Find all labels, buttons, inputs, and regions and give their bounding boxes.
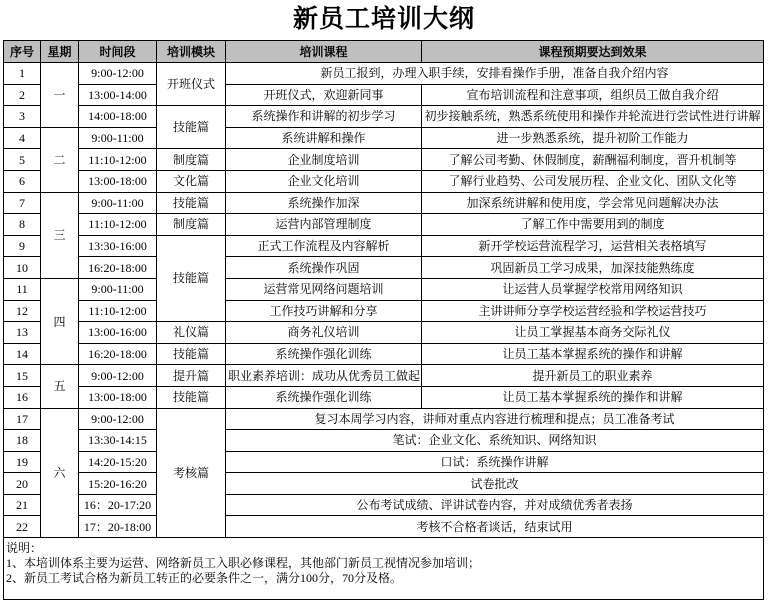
table-row (4, 149, 764, 171)
table-row (4, 127, 764, 149)
course-cell: 开班仪式，欢迎新同事 (226, 84, 422, 106)
header-weekday: 星期 (41, 41, 79, 63)
table-row (4, 408, 764, 430)
time-slot: 9:00-11:00 (79, 192, 157, 214)
effect-cell: 新开学校运营流程学习，运营相关表格填写 (422, 235, 764, 257)
row-number: 7 (4, 192, 41, 214)
time-slot: 13:00-14:00 (79, 84, 157, 106)
row-number: 1 (4, 63, 41, 85)
time-slot: 9:00-11:00 (79, 127, 157, 149)
table-header-row (4, 41, 764, 63)
time-slot: 9:00-12:00 (79, 408, 157, 430)
module-cell: 技能篇 (157, 192, 226, 214)
table-row (4, 106, 764, 128)
row-number: 8 (4, 214, 41, 236)
time-slot: 14:00-18:00 (79, 106, 157, 128)
row-number: 21 (4, 494, 41, 516)
time-slot: 17：20-18:00 (79, 516, 157, 538)
time-slot: 16：20-17:20 (79, 494, 157, 516)
effect-cell: 让运营人员掌握学校常用网络知识 (422, 278, 764, 300)
table-row (4, 322, 764, 344)
course-cell: 系统操作强化训练 (226, 386, 422, 408)
table-row (4, 473, 764, 495)
row-number: 15 (4, 365, 41, 387)
time-slot: 16:20-18:00 (79, 257, 157, 279)
weekday-cell: 二 (41, 127, 79, 192)
merged-content-cell: 新员工报到，办理入职手续，安排看操作手册，准备自我介绍内容 (226, 63, 764, 85)
time-slot: 11:10-12:00 (79, 214, 157, 236)
effect-cell: 让员工掌握基本商务交际礼仪 (422, 322, 764, 344)
row-number: 5 (4, 149, 41, 171)
table-row (4, 300, 764, 322)
course-cell: 系统操作巩固 (226, 257, 422, 279)
row-number: 12 (4, 300, 41, 322)
row-number: 14 (4, 343, 41, 365)
note-item: 1、本培训体系主要为运营、网络新员工入职必修课程，其他部门新员工视情况参加培训； (6, 556, 481, 571)
effect-cell: 了解工作中需要用到的制度 (422, 214, 764, 236)
effect-cell: 进一步熟悉系统，提升初阶工作能力 (422, 127, 764, 149)
row-number: 18 (4, 430, 41, 452)
row-number: 11 (4, 278, 41, 300)
weekday-cell: 六 (41, 408, 79, 538)
time-slot: 9:00-11:00 (79, 278, 157, 300)
merged-content-cell: 公布考试成绩、评讲试卷内容，并对成绩优秀者表扬 (226, 494, 764, 516)
merged-content-cell: 复习本周学习内容，讲师对重点内容进行梳理和提点；员工准备考试 (226, 408, 764, 430)
time-slot: 14:20-15:20 (79, 451, 157, 473)
module-cell: 制度篇 (157, 149, 226, 171)
course-cell: 职业素养培训：成功从优秀员工做起 (226, 365, 422, 387)
time-slot: 9:00-12:00 (79, 365, 157, 387)
merged-content-cell: 笔试：企业文化、系统知识、网络知识 (226, 430, 764, 452)
course-cell: 工作技巧讲解和分享 (226, 300, 422, 322)
module-cell: 技能篇 (157, 386, 226, 408)
course-cell: 商务礼仪培训 (226, 322, 422, 344)
effect-cell: 宣布培训流程和注意事项，组织员工做自我介绍 (422, 84, 764, 106)
time-slot: 15:20-16:20 (79, 473, 157, 495)
weekday-cell: 四 (41, 278, 79, 364)
header-number: 序号 (4, 41, 41, 63)
row-number: 22 (4, 516, 41, 538)
course-cell: 系统操作强化训练 (226, 343, 422, 365)
row-number: 16 (4, 386, 41, 408)
row-number: 9 (4, 235, 41, 257)
effect-cell: 加深系统讲解和使用度，学会常见问题解决办法 (422, 192, 764, 214)
row-number: 3 (4, 106, 41, 128)
header-module: 培训模块 (157, 41, 226, 63)
table-row (4, 170, 764, 192)
table-row (4, 494, 764, 516)
weekday-cell: 一 (41, 63, 79, 128)
course-cell: 系统操作和讲解的初步学习 (226, 106, 422, 128)
page-title: 新员工培训大纲 (292, 6, 475, 33)
course-cell: 系统操作加深 (226, 192, 422, 214)
time-slot: 13:30-16:00 (79, 235, 157, 257)
header-expected-effect: 课程预期要达到效果 (422, 41, 764, 63)
effect-cell: 了解行业趋势、公司发展历程、企业文化、团队文化等 (422, 170, 764, 192)
module-cell: 技能篇 (157, 235, 226, 321)
table-row (4, 343, 764, 365)
table-row (4, 386, 764, 408)
training-outline-table (3, 40, 764, 600)
table-row (4, 84, 764, 106)
table-row (4, 451, 764, 473)
effect-cell: 初步接触系统，熟悉系统使用和操作并轮流进行尝试性进行讲解 (422, 106, 764, 128)
course-cell: 系统讲解和操作 (226, 127, 422, 149)
effect-cell: 主讲讲师分享学校运营经验和学校运营技巧 (422, 300, 764, 322)
row-number: 6 (4, 170, 41, 192)
notes-row (4, 538, 764, 600)
module-cell: 技能篇 (157, 106, 226, 149)
module-cell: 制度篇 (157, 214, 226, 236)
time-slot: 13:00-18:00 (79, 170, 157, 192)
time-slot: 11:10-12:00 (79, 300, 157, 322)
time-slot: 13:00-18:00 (79, 386, 157, 408)
weekday-cell: 五 (41, 365, 79, 408)
effect-cell: 巩固新员工学习成果，加深技能熟练度 (422, 257, 764, 279)
time-slot: 11:10-12:00 (79, 149, 157, 171)
effect-cell: 让员工基本掌握系统的操作和讲解 (422, 386, 764, 408)
effect-cell: 让员工基本掌握系统的操作和讲解 (422, 343, 764, 365)
notes-heading: 说明： (6, 541, 43, 556)
merged-content-cell: 考核不合格者谈话，结束试用 (226, 516, 764, 538)
module-cell: 考核篇 (157, 408, 226, 538)
header-time-slot: 时间段 (79, 41, 157, 63)
course-cell: 企业制度培训 (226, 149, 422, 171)
time-slot: 9:00-12:00 (79, 63, 157, 85)
table-row (4, 365, 764, 387)
merged-content-cell: 口试：系统操作讲解 (226, 451, 764, 473)
module-cell: 技能篇 (157, 343, 226, 365)
row-number: 2 (4, 84, 41, 106)
table-row (4, 63, 764, 85)
course-cell: 正式工作流程及内容解析 (226, 235, 422, 257)
table-row (4, 235, 764, 257)
time-slot: 13:00-16:00 (79, 322, 157, 344)
time-slot: 16:20-18:00 (79, 343, 157, 365)
table-row (4, 516, 764, 538)
row-number: 17 (4, 408, 41, 430)
module-cell: 礼仪篇 (157, 322, 226, 344)
table-row (4, 214, 764, 236)
module-cell: 提升篇 (157, 365, 226, 387)
notes-section (4, 538, 764, 600)
module-cell: 开班仪式 (157, 63, 226, 106)
note-item: 2、新员工考试合格为新员工转正的必要条件之一，满分100分，70分及格。 (6, 571, 403, 586)
module-cell: 文化篇 (157, 170, 226, 192)
row-number: 19 (4, 451, 41, 473)
course-cell: 运营常见网络问题培训 (226, 278, 422, 300)
table-row (4, 278, 764, 300)
time-slot: 13:30-14:15 (79, 430, 157, 452)
row-number: 4 (4, 127, 41, 149)
header-course: 培训课程 (226, 41, 422, 63)
row-number: 10 (4, 257, 41, 279)
row-number: 13 (4, 322, 41, 344)
course-cell: 运营内部管理制度 (226, 214, 422, 236)
row-number: 20 (4, 473, 41, 495)
weekday-cell: 三 (41, 192, 79, 278)
table-row (4, 257, 764, 279)
merged-content-cell: 试卷批改 (226, 473, 764, 495)
table-row (4, 430, 764, 452)
effect-cell: 了解公司考勤、休假制度，薪酬福利制度，晋升机制等 (422, 149, 764, 171)
effect-cell: 提升新员工的职业素养 (422, 365, 764, 387)
course-cell: 企业文化培训 (226, 170, 422, 192)
table-row (4, 192, 764, 214)
